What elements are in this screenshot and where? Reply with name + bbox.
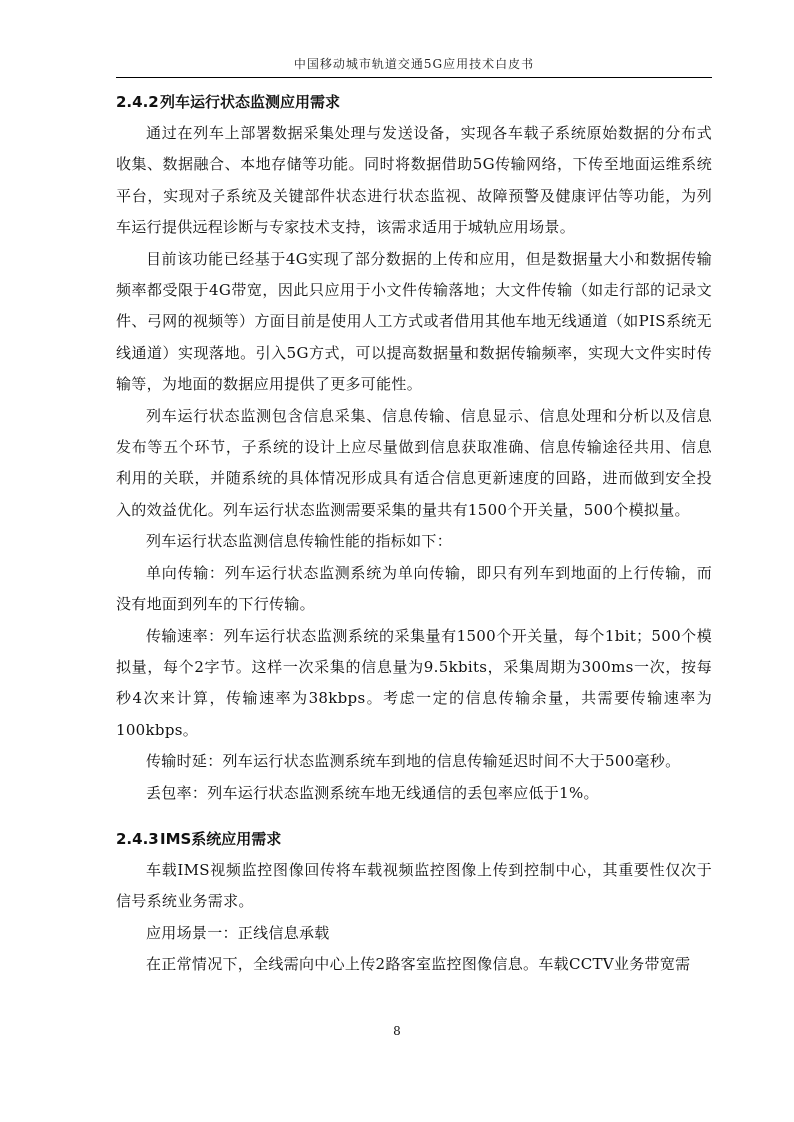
section-title: IMS系统应用需求 [160, 829, 282, 848]
paragraph: 通过在列车上部署数据采集处理与发送设备，实现各车载子系统原始数据的分布式收集、数据融合、本地存储等功能。同时将数据借助5G传输网络，下传至地面运维系统平台，实现对子系统及关键部件状态进行状态监视、故障预警及健康评估等功能，为列车运行提供远程诊断与专家技术支持，该需求适用于城轨应用场景。 [116, 124, 712, 237]
paragraph: 列车运行状态监测信息传输性能的指标如下： [146, 532, 453, 551]
section-title: 列车运行状态监测应用需求 [160, 93, 341, 111]
page-number: 8 [393, 1024, 401, 1038]
paragraph: 单向传输：列车运行状态监测系统为单向传输，即只有列车到地面的上行传输，而没有地面到列车的下行传输。 [116, 563, 712, 614]
paragraph: 传输时延：列车运行状态监测系统车到地的信息传输延迟时间不大于500毫秒。 [146, 752, 681, 771]
paragraph: 应用场景一：正线信息承载 [146, 923, 330, 942]
header-rule [116, 77, 712, 78]
paragraph: 丢包率：列车运行状态监测系统车地无线通信的丢包率应低于1%。 [146, 783, 599, 802]
paragraph: 传输速率：列车运行状态监测系统的采集量有1500个开关量，每个1bit；500个模拟量，每个2字节。这样一次采集的信息量为9.5kbits，采集周期为300ms一次，按每秒4次来计算，传输速率为38kbps。考虑一定的信息传输余量，共需要传输速率为100kbps。 [116, 626, 712, 739]
section-number: 2.4.2 [116, 93, 159, 111]
paragraph: 目前该功能已经基于4G实现了部分数据的上传和应用，但是数据量大小和数据传输频率都受限于4G带宽，因此只应用于小文件传输落地；大文件传输（如走行部的记录文件、弓网的视频等）方面目前是使用人工方式或者借用其他车地无线通道（如PIS系统无线通道）实现落地。引入5G方式，可以提高数据量和数据传输频率，实现大文件实时传输等，为地面的数据应用提供了更多可能性。 [116, 249, 712, 394]
page-content [116, 86, 712, 981]
section-gap [116, 809, 712, 823]
paragraph: 列车运行状态监测包含信息采集、信息传输、信息显示、信息处理和分析以及信息发布等五个环节，子系统的设计上应尽量做到信息获取准确、信息传输途径共用、信息利用的关联，并随系统的具体情况形成具有适合信息更新速度的回路，进而做到安全投入的效益优化。列车运行状态监测需要采集的量共有1500个开关量，500个模拟量。 [116, 406, 712, 519]
section-number: 2.4.3 [116, 829, 159, 848]
running-header: 中国移动城市轨道交通5G应用技术白皮书 [293, 57, 535, 71]
section-heading-2-4-3 [116, 823, 712, 855]
paragraph: 在正常情况下，全线需向中心上传2路客室监控图像信息。车载CCTV业务带宽需 [146, 955, 691, 974]
paragraph: 车载IMS视频监控图像回传将车载视频监控图像上传到控制中心，其重要性仅次于信号系统业务需求。 [116, 860, 712, 911]
section-heading-2-4-2 [116, 86, 712, 118]
